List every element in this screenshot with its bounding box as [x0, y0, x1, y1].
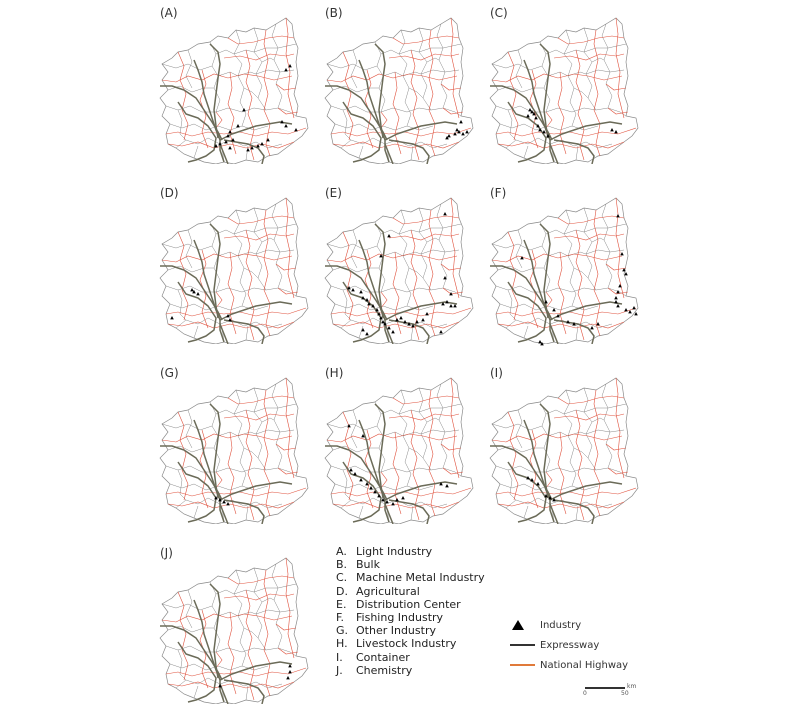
industry-marker [459, 120, 463, 123]
legend-item-i: I. Container [336, 650, 410, 664]
industry-marker [596, 322, 600, 325]
map-panel-a [150, 0, 315, 180]
industry-markers [214, 64, 298, 151]
scale-bar: 0 50 km [583, 683, 637, 697]
industry-marker [170, 316, 174, 319]
industry-marker [288, 670, 292, 673]
industry-marker [391, 330, 395, 333]
industry-marker [455, 128, 459, 131]
panel-label: (D) [160, 186, 179, 200]
expressway-line-icon [510, 644, 535, 646]
industry-marker [359, 290, 363, 293]
industry-marker [536, 482, 540, 485]
map [488, 194, 648, 344]
industry-marker [349, 468, 353, 471]
map [488, 374, 648, 524]
panel-label: (F) [490, 186, 507, 200]
industry-marker [620, 252, 624, 255]
industry-marker [590, 326, 594, 329]
industry-marker [421, 318, 425, 321]
industry-marker [369, 486, 373, 489]
panel-label: (G) [160, 366, 179, 380]
industry-marker [284, 124, 288, 127]
panel-label: (I) [490, 366, 503, 380]
map-panel-g [150, 360, 315, 540]
map-panel-i [480, 360, 645, 540]
scale-bar-line [585, 687, 625, 689]
industry-marker [228, 130, 232, 133]
legend-item-d: D. Agricultural [336, 584, 420, 598]
industry-marker [399, 316, 403, 319]
industry-marker [443, 212, 447, 215]
industry-marker [425, 312, 429, 315]
map [488, 14, 648, 164]
legend-expressway: Expressway [500, 635, 628, 655]
industry-marker [445, 484, 449, 487]
map [323, 194, 483, 344]
industry-marker [387, 234, 391, 237]
industry-marker [228, 146, 232, 149]
map-panel-h [315, 360, 480, 540]
industry-marker [610, 128, 614, 131]
map-panel-d [150, 180, 315, 360]
map-panel-f [480, 180, 645, 360]
legend-industry: Industry [500, 615, 628, 635]
industry-marker [624, 272, 628, 275]
panel-label: (J) [160, 546, 173, 560]
industry-marker [465, 130, 469, 133]
industry-marker [449, 304, 453, 307]
legend-national-highway: National Highway [500, 655, 628, 675]
industry-marker [632, 306, 636, 309]
industry-marker [353, 472, 357, 475]
legend-item-h: H. Livestock Industry [336, 637, 457, 651]
industry-marker [395, 498, 399, 501]
industry-marker [439, 330, 443, 333]
legend-item-a: A. Light Industry [336, 545, 433, 558]
industry-marker [190, 288, 194, 291]
industry-marker [294, 128, 298, 131]
map-panel-c [480, 0, 645, 180]
industry-marker [242, 108, 246, 111]
industry-marker [616, 214, 620, 217]
industry-marker [614, 300, 618, 303]
industry-marker [538, 340, 542, 343]
industry-marker [365, 332, 369, 335]
industry-marker [614, 130, 618, 133]
industry-marker [284, 68, 288, 71]
map [158, 14, 318, 164]
industry-marker [260, 142, 264, 145]
national-highway-line-icon [510, 664, 535, 666]
triangle-icon [512, 620, 524, 630]
map [158, 554, 318, 704]
map [158, 374, 318, 524]
industry-marker [401, 496, 405, 499]
industry-marker [351, 288, 355, 291]
map [158, 194, 318, 344]
panel-label: (A) [160, 6, 178, 20]
map-panel-b [315, 0, 480, 180]
industry-marker [534, 116, 538, 119]
legend-item-f: F. Fishing Industry [336, 611, 444, 625]
industry-marker [447, 134, 451, 137]
legend-item-j: J. Chemistry [336, 663, 413, 677]
panel-label: (C) [490, 6, 508, 20]
industry-marker [415, 320, 419, 323]
category-legend [336, 545, 485, 677]
industry-marker [226, 502, 230, 505]
industry-marker [624, 308, 628, 311]
legend-item-c: C. Machine Metal Industry [336, 571, 485, 585]
industry-markers [347, 212, 457, 335]
industry-marker [395, 318, 399, 321]
industry-marker [616, 304, 620, 307]
industry-marker [236, 124, 240, 127]
industry-marker [614, 296, 618, 299]
industry-marker [526, 114, 530, 117]
panel-label: (B) [325, 6, 343, 20]
symbol-legend [500, 615, 628, 675]
industry-marker [286, 676, 290, 679]
industry-marker [246, 148, 250, 151]
map-panel-e [315, 180, 480, 360]
map-panel-j [150, 540, 315, 720]
panel-label: (E) [325, 186, 342, 200]
legend-item-e: E. Distribution Center [336, 597, 461, 611]
map [323, 374, 483, 524]
industry-marker [391, 502, 395, 505]
industry-marker [387, 326, 391, 329]
map [323, 14, 483, 164]
panel-label: (H) [325, 366, 344, 380]
industry-marker [196, 292, 200, 295]
legend-item-g: G. Other Industry [336, 624, 436, 638]
industry-marker [542, 130, 546, 133]
legend-item-b: B. Bulk [336, 558, 380, 572]
industry-marker [461, 132, 465, 135]
industry-marker [528, 108, 532, 111]
industry-marker [618, 284, 622, 287]
